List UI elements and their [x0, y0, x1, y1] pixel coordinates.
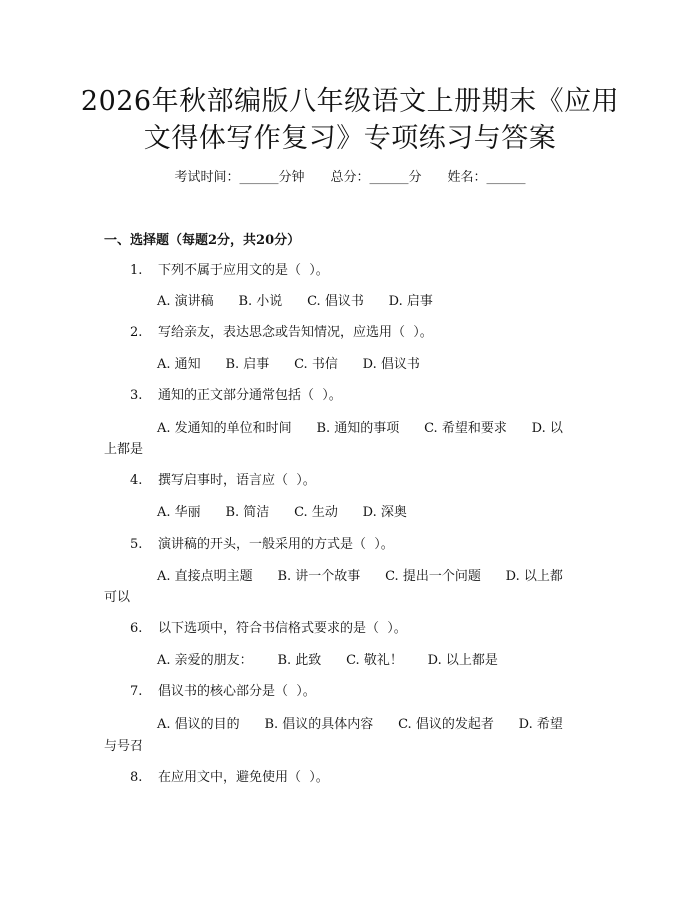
question-1: [130, 261, 329, 281]
option-c: C. 生动: [294, 505, 338, 520]
option-d: D. 以上都是: [427, 653, 498, 668]
question-4-options: [157, 503, 407, 523]
option-c: C. 倡议书: [307, 294, 364, 309]
exam-meta: [0, 168, 700, 188]
option-b: B. 通知的事项: [316, 421, 400, 436]
question-7-options: [157, 715, 563, 735]
option-c: C. 书信: [294, 357, 338, 372]
option-a: A. 直接点明主题: [157, 569, 253, 584]
option-a: A. 发通知的单位和时间: [157, 421, 292, 436]
question-2: [130, 323, 433, 343]
question-3-wrap: 上都是: [104, 442, 144, 457]
option-c: C. 提出一个问题: [385, 569, 481, 584]
option-b: B. 简洁: [225, 505, 270, 520]
option-a: A. 倡议的目的: [157, 717, 240, 732]
option-b: B. 讲一个故事: [277, 569, 361, 584]
question-5-options: [157, 567, 563, 587]
question-stem: 在应用文中，避免使用（ ）。: [158, 770, 329, 785]
question-number: 6.: [130, 621, 143, 636]
question-3-options: [157, 419, 563, 439]
exam-time: 考试时间：______分钟: [174, 170, 305, 185]
question-5-wrap: 可以: [104, 590, 131, 605]
option-d: D. 希望: [518, 717, 563, 732]
exam-name: 姓名：______: [447, 170, 526, 185]
option-b: B. 倡议的具体内容: [264, 717, 374, 732]
option-a: A. 华丽: [157, 505, 201, 520]
question-number: 8.: [130, 770, 143, 785]
question-stem: 通知的正文部分通常包括（ ）。: [158, 388, 342, 403]
option-d: D. 以上都: [505, 569, 563, 584]
question-number: 4.: [130, 473, 143, 488]
question-8: [130, 768, 329, 788]
question-2-options: [157, 355, 420, 375]
option-d: D. 深奥: [362, 505, 407, 520]
option-c: C. 敬礼！: [346, 653, 403, 668]
question-7: [130, 682, 316, 702]
question-stem: 写给亲友，表达思念或告知情况，应选用（ ）。: [158, 325, 433, 340]
question-number: 7.: [130, 684, 143, 699]
option-d: D. 启事: [388, 294, 433, 309]
question-5: [130, 535, 394, 555]
question-stem: 倡议书的核心部分是（ ）。: [158, 684, 316, 699]
question-1-options: [157, 292, 433, 312]
question-6: [130, 619, 407, 639]
question-number: 3.: [130, 388, 143, 403]
question-3: [130, 386, 342, 406]
question-stem: 演讲稿的开头，一般采用的方式是（ ）。: [158, 537, 394, 552]
question-number: 2.: [130, 325, 143, 340]
question-4: [130, 471, 316, 491]
option-d: D. 倡议书: [362, 357, 420, 372]
option-b: B. 启事: [225, 357, 270, 372]
question-stem: 撰写启事时，语言应（ ）。: [158, 473, 316, 488]
question-stem: 下列不属于应用文的是（ ）。: [158, 263, 329, 278]
question-number: 1.: [130, 263, 143, 278]
question-number: 5.: [130, 537, 143, 552]
option-a: A. 演讲稿: [157, 294, 214, 309]
exam-total-score: 总分：______分: [330, 170, 422, 185]
option-b: B. 小说: [238, 294, 283, 309]
document-title-line-1: 2026年秋部编版八年级语文上册期末《应用: [80, 86, 620, 117]
option-c: C. 希望和要求: [424, 421, 507, 436]
question-stem: 以下选项中，符合书信格式要求的是（ ）。: [158, 621, 407, 636]
option-a: A. 亲爱的朋友：: [157, 653, 253, 668]
question-6-options: [157, 651, 498, 671]
option-a: A. 通知: [157, 357, 201, 372]
section-heading: 一、选择题（每题2分，共20分）: [104, 233, 301, 248]
option-d: D. 以: [531, 421, 563, 436]
option-c: C. 倡议的发起者: [398, 717, 494, 732]
option-b: B. 此致: [277, 653, 322, 668]
document-title-line-2: 文得体写作复习》专项练习与答案: [143, 123, 557, 154]
question-7-wrap: 与号召: [104, 739, 144, 754]
